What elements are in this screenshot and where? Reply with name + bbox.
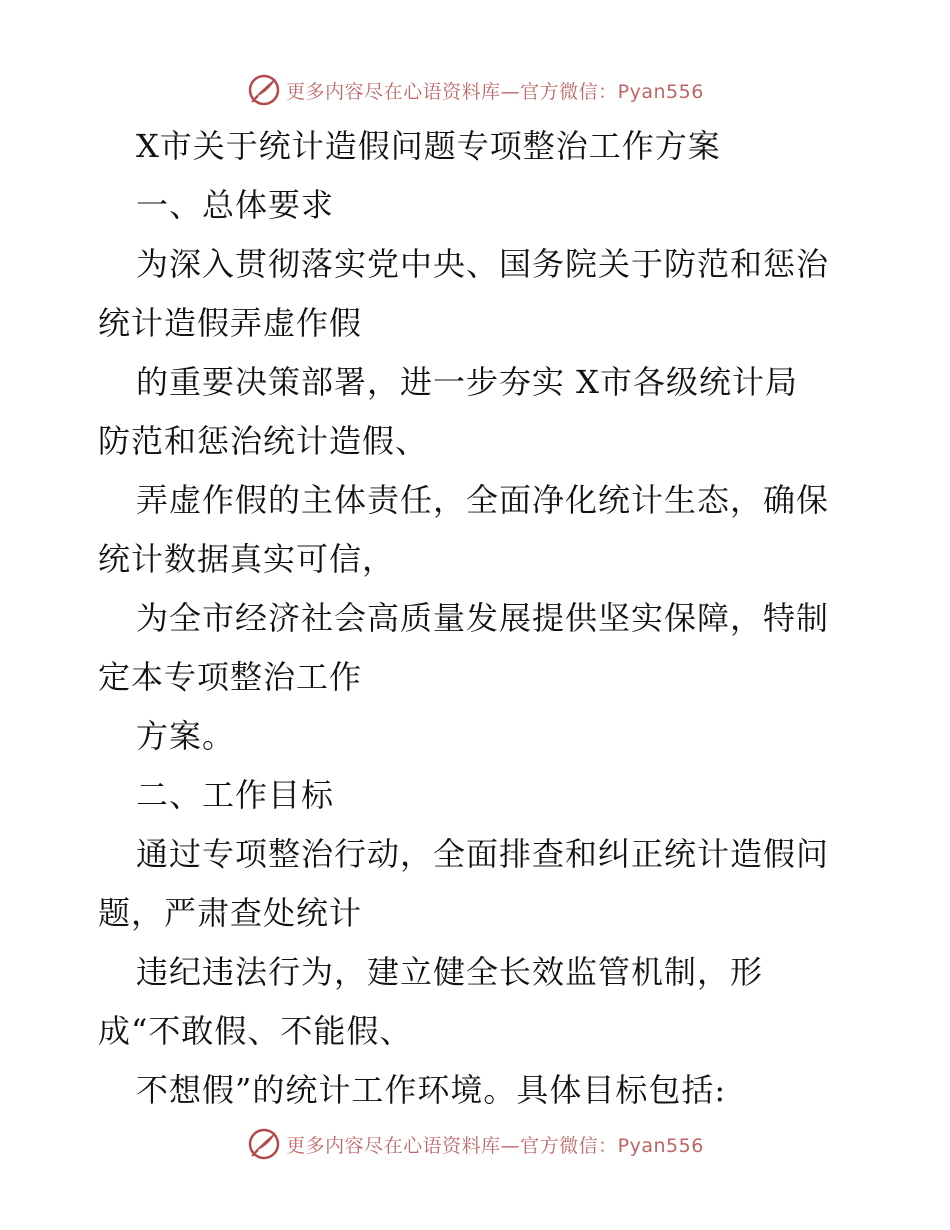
paragraph-line: 为全市经济社会高质量发展提供坚实保障，特制 bbox=[136, 599, 830, 637]
paragraph-line: 定本专项整治工作 bbox=[98, 658, 363, 696]
paragraph-line: 方案。 bbox=[136, 717, 236, 755]
paragraph-line: 不想假”的统计工作环境。具体目标包括: bbox=[136, 1071, 727, 1109]
paragraph-line: 成“不敢假、不能假、 bbox=[98, 1012, 413, 1050]
paragraph-line: 弄虚作假的主体责任，全面净化统计生态，确保 bbox=[136, 481, 830, 519]
watermark-text: 更多内容尽在心语资料库—官方微信：Pyan556 bbox=[286, 1134, 704, 1157]
paragraph-line: 通过专项整治行动，全面排查和纠正统计造假问 bbox=[136, 835, 830, 873]
paragraph-line: 的重要决策部署，进一步夯实 X市各级统计局 bbox=[136, 363, 798, 401]
paragraph-line: 题，严肃查处统计 bbox=[98, 894, 363, 932]
doc-title: X市关于统计造假问题专项整治工作方案 bbox=[136, 127, 721, 165]
paragraph-line: 统计数据真实可信， bbox=[98, 540, 396, 578]
paragraph-line: 为深入贯彻落实党中央、国务院关于防范和惩治 bbox=[136, 245, 830, 283]
section-heading-2: 二、工作目标 bbox=[136, 776, 335, 814]
document-body bbox=[98, 124, 858, 1127]
feather-pen-logo-icon bbox=[246, 72, 282, 108]
footer-watermark bbox=[0, 1126, 950, 1162]
header-watermark bbox=[0, 72, 950, 108]
watermark-text: 更多内容尽在心语资料库—官方微信：Pyan556 bbox=[286, 80, 704, 103]
section-heading-1: 一、总体要求 bbox=[136, 186, 335, 224]
paragraph-line: 防范和惩治统计造假、 bbox=[98, 422, 429, 460]
paragraph-line: 违纪违法行为，建立健全长效监管机制，形 bbox=[136, 953, 764, 991]
feather-pen-logo-icon bbox=[246, 1126, 282, 1162]
paragraph-line: 统计造假弄虚作假 bbox=[98, 304, 363, 342]
